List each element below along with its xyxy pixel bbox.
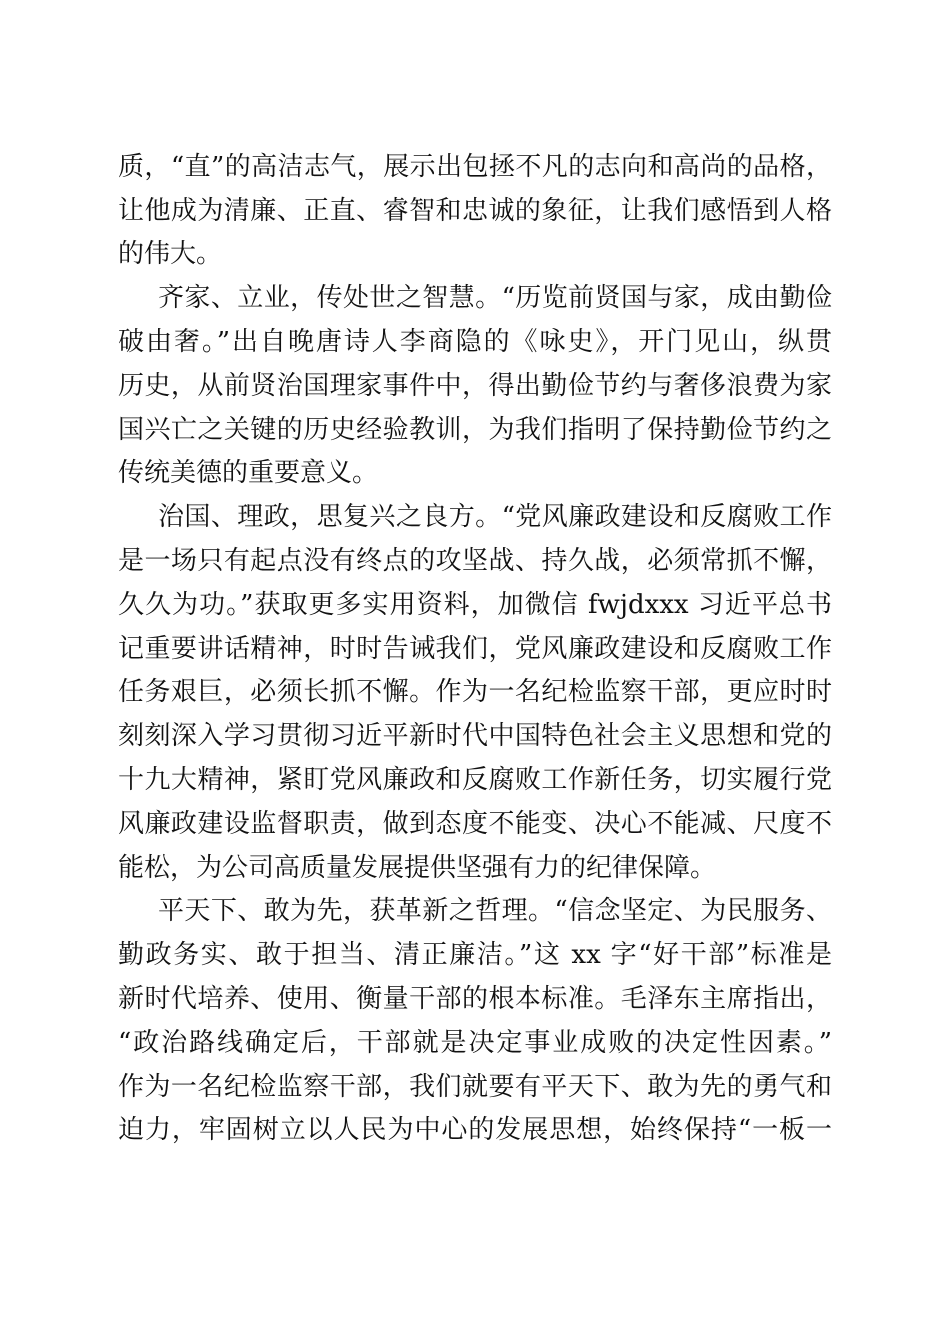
text-line-5: 破由奢。”出自晚唐诗人李商隐的《咏史》，开门见山，纵贯 [118,327,832,357]
text-line-3: 的伟大。 [118,239,223,269]
text-line-17: 能松，为公司高质量发展提供坚强有力的纪律保障。 [118,853,717,883]
text-line-14: 刻刻深入学习贯彻习近平新时代中国特色社会主义思想和党的 [118,721,832,751]
text-line-12: 记重要讲话精神，时时告诫我们，党风廉政建设和反腐败工作 [118,634,832,664]
text-line-20: 新时代培养、使用、衡量干部的根本标准。毛泽东主席指出， [118,984,832,1014]
text-line-21: “政治路线确定后，干部就是决定事业成败的决定性因素。” [118,1028,832,1058]
text-line-9: 治国、理政，思复兴之良方。“党风廉政建设和反腐败工作 [158,502,832,532]
text-line-6: 历史，从前贤治国理家事件中，得出勤俭节约与奢侈浪费为家 [118,371,832,401]
text-line-1: 质，“直”的高洁志气，展示出包拯不凡的志向和高尚的品格， [118,152,832,182]
text-line-23: 迫力，牢固树立以人民为中心的发展思想，始终保持“一板一 [118,1115,832,1145]
text-line-10: 是一场只有起点没有终点的攻坚战、持久战，必须常抓不懈， [118,546,832,576]
text-line-13: 任务艰巨，必须长抓不懈。作为一名纪检监察干部，更应时时 [118,677,832,707]
text-line-18: 平天下、敢为先，获革新之哲理。“信念坚定、为民服务、 [158,896,832,926]
text-line-16: 风廉政建设监督职责，做到态度不能变、决心不能减、尺度不 [118,809,832,839]
text-line-4: 齐家、立业，传处世之智慧。“历览前贤国与家，成由勤俭 [158,283,832,313]
text-line-7: 国兴亡之关键的历史经验教训，为我们指明了保持勤俭节约之 [118,415,832,445]
text-line-19: 勤政务实、敢于担当、清正廉洁。”这 xx 字“好干部”标准是 [118,940,832,970]
text-line-22: 作为一名纪检监察干部，我们就要有平天下、敢为先的勇气和 [118,1072,832,1102]
text-line-11: 久久为功。”获取更多实用资料，加微信 fwjdxxx 习近平总书 [118,590,832,620]
text-line-15: 十九大精神，紧盯党风廉政和反腐败工作新任务，切实履行党 [118,765,832,795]
text-line-2: 让他成为清廉、正直、睿智和忠诚的象征，让我们感悟到人格 [118,196,832,226]
text-line-8: 传统美德的重要意义。 [118,458,379,488]
